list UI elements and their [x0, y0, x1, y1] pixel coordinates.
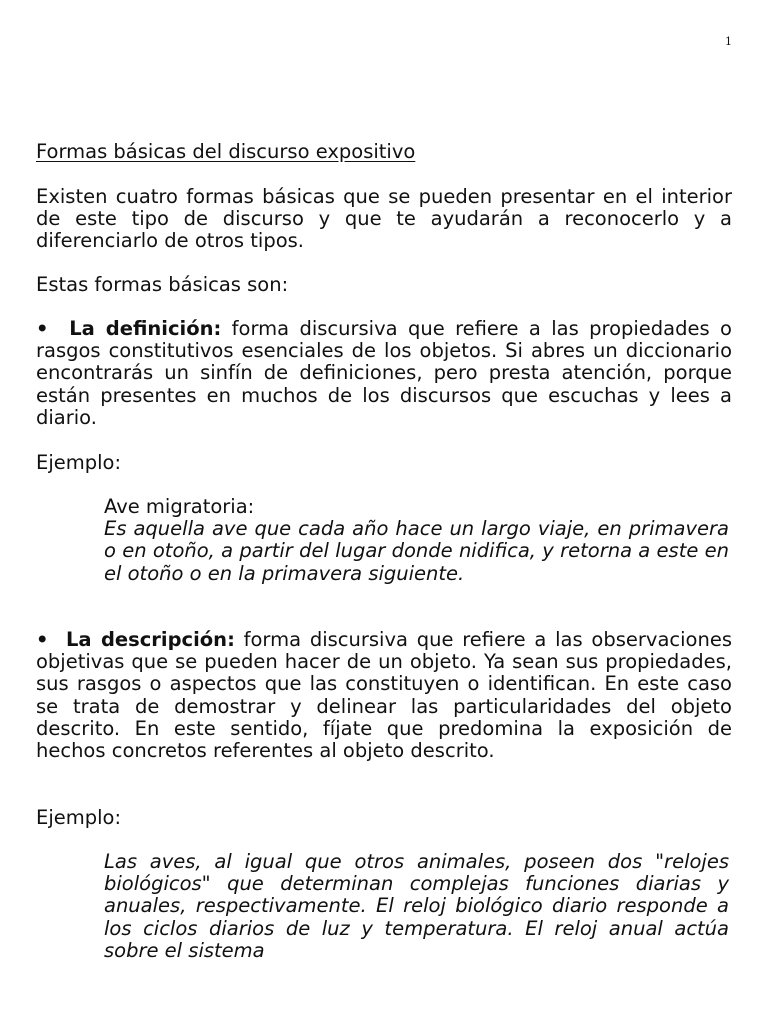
description-paragraph [36, 629, 732, 762]
definition-term: La definición: [69, 317, 222, 340]
page-number: 1 [725, 35, 732, 48]
definition-example-label: Ejemplo: [36, 451, 122, 474]
description-example-label: Ejemplo: [36, 806, 122, 829]
description-text: forma discursiva que refiere a las observaciones objetivas que se pueden hacer de un objeto. Ya sean sus propiedades, sus rasgos o aspectos que las constituyen o identifican. En este caso se trata de demostrar y delinear las particularidades del objeto descrito. En este sentido, fíjate que predomina la exposición de hechos concretos referentes al objeto descrito. [36, 628, 732, 763]
description-example-text: Las aves, al igual que otros animales, poseen dos "relojes biológicos" que determinan complejas funciones diarias y anuales, respectivamente. El reloj biológico diario responde a los ciclos diarios de luz y temperatura. El reloj anual actúa sobre el sistema [104, 850, 729, 962]
definition-example-heading: Ave migratoria: [104, 495, 255, 518]
definition-bullet: • [36, 317, 49, 340]
intro-paragraph: Existen cuatro formas básicas que se pueden presentar en el interior de este tipo de discurso y que te ayudarán a reconocerlo y a diferenciarlo de otros tipos. [36, 185, 732, 253]
definition-example [104, 496, 729, 585]
description-term: La descripción: [66, 628, 235, 651]
definition-example-text: Es aquella ave que cada año hace un largo viaje, en primavera o en otoño, a partir del lugar donde nidifica, y retorna a este en el otoño o en la primavera siguiente. [104, 517, 729, 585]
forms-intro-line: Estas formas básicas son: [36, 273, 289, 296]
definition-paragraph [36, 318, 732, 429]
description-bullet: • [36, 628, 49, 651]
document-title: Formas básicas del discurso expositivo [36, 140, 416, 163]
definition-text: forma discursiva que refiere a las propiedades o rasgos constitutivos esenciales de los objetos. Si abres un diccionario encontrarás un sinfín de definiciones, pero presta atención, porque están presentes en muchos de los discursos que escuchas y lees a diario. [36, 317, 732, 429]
